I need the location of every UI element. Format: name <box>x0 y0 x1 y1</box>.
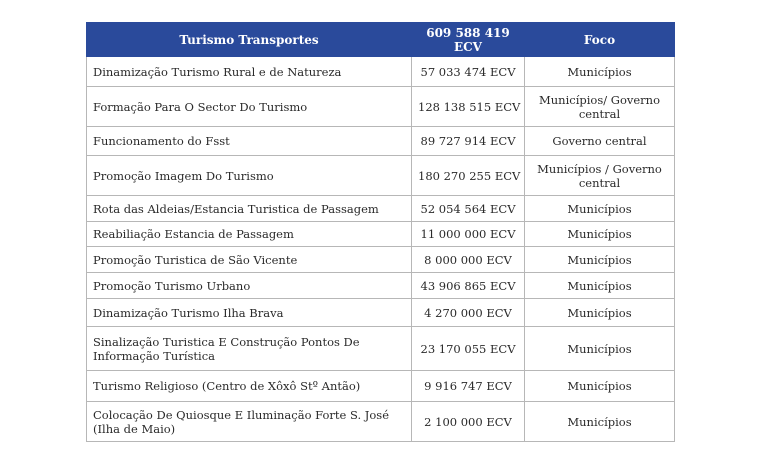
table-row <box>87 402 675 442</box>
row-focus: Governo central <box>525 127 675 156</box>
row-item: Dinamização Turismo Ilha Brava <box>87 299 412 327</box>
row-focus: Municípios <box>525 273 675 299</box>
row-amount: 180 270 255 ECV <box>412 156 525 196</box>
table-row <box>87 127 675 156</box>
table-row <box>87 247 675 273</box>
row-item: Reabiliação Estancia de Passagem <box>87 222 412 247</box>
table-row <box>87 57 675 87</box>
row-item: Promoção Imagem Do Turismo <box>87 156 412 196</box>
row-focus: Municípios <box>525 402 675 442</box>
row-amount: 8 000 000 ECV <box>412 247 525 273</box>
row-item: Colocação De Quiosque E Iluminação Forte S. José (Ilha de Maio) <box>87 402 412 442</box>
row-focus: Municípios <box>525 327 675 371</box>
row-amount: 52 054 564 ECV <box>412 196 525 222</box>
table-row <box>87 327 675 371</box>
row-focus: Municípios / Governo central <box>525 156 675 196</box>
table-header-row <box>87 23 675 57</box>
row-focus: Municípios <box>525 196 675 222</box>
row-focus: Municípios <box>525 222 675 247</box>
row-amount: 43 906 865 ECV <box>412 273 525 299</box>
row-item: Sinalização Turistica E Construção Pontos De Informação Turística <box>87 327 412 371</box>
row-amount: 128 138 515 ECV <box>412 87 525 127</box>
row-item: Funcionamento do Fsst <box>87 127 412 156</box>
row-amount: 9 916 747 ECV <box>412 371 525 402</box>
table-row <box>87 222 675 247</box>
row-item: Turismo Religioso (Centro de Xôxô Stº Antão) <box>87 371 412 402</box>
row-amount: 2 100 000 ECV <box>412 402 525 442</box>
table-row <box>87 196 675 222</box>
table-row <box>87 371 675 402</box>
row-item: Formação Para O Sector Do Turismo <box>87 87 412 127</box>
table-row <box>87 299 675 327</box>
row-amount: 23 170 055 ECV <box>412 327 525 371</box>
row-focus: Municípios <box>525 371 675 402</box>
row-focus: Municípios/ Governo central <box>525 87 675 127</box>
header-focus: Foco <box>525 23 675 57</box>
budget-table <box>86 22 675 442</box>
row-focus: Municípios <box>525 247 675 273</box>
row-amount: 57 033 474 ECV <box>412 57 525 87</box>
row-amount: 89 727 914 ECV <box>412 127 525 156</box>
table-row <box>87 156 675 196</box>
row-item: Promoção Turistica de São Vicente <box>87 247 412 273</box>
header-total: 609 588 419 ECV <box>412 23 525 57</box>
table-row <box>87 87 675 127</box>
table-row <box>87 273 675 299</box>
header-category: Turismo Transportes <box>87 23 412 57</box>
row-item: Rota das Aldeias/Estancia Turistica de Passagem <box>87 196 412 222</box>
row-item: Promoção Turismo Urbano <box>87 273 412 299</box>
row-item: Dinamização Turismo Rural e de Natureza <box>87 57 412 87</box>
row-amount: 11 000 000 ECV <box>412 222 525 247</box>
row-focus: Municípios <box>525 57 675 87</box>
row-focus: Municípios <box>525 299 675 327</box>
row-amount: 4 270 000 ECV <box>412 299 525 327</box>
